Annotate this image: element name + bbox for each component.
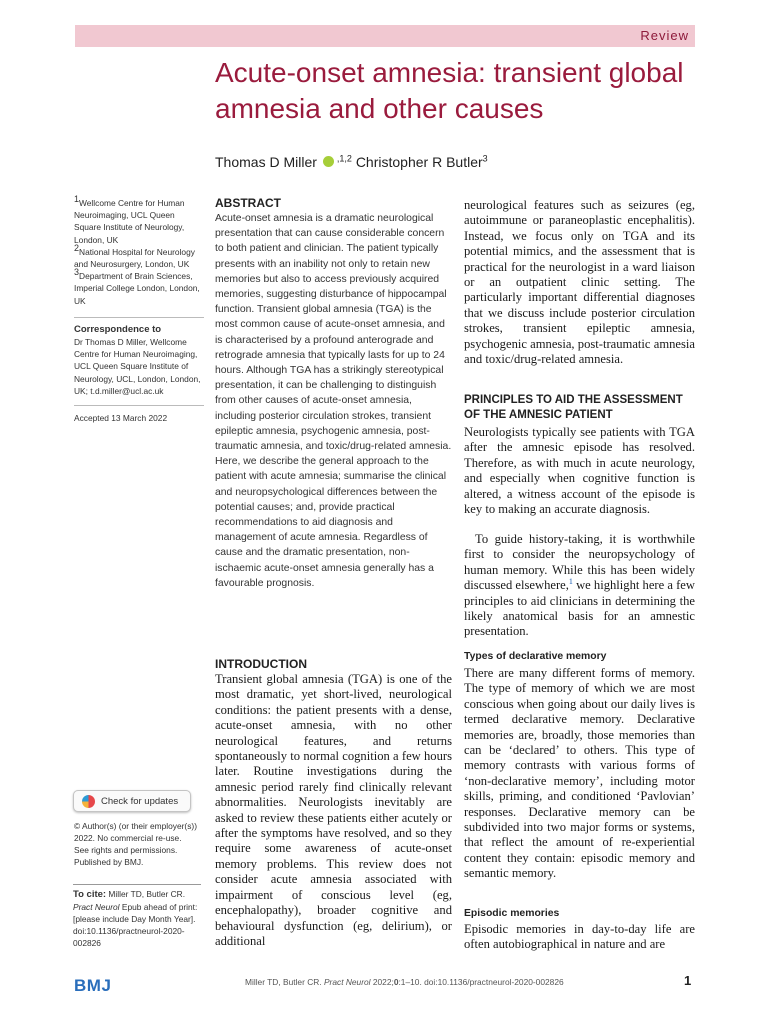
footer-citation: Miller TD, Butler CR. Pract Neurol 2022;0:1–10. doi:10.1136/practneurol-2020-002826 <box>245 977 564 987</box>
cite-label: To cite: <box>73 889 107 900</box>
author-list <box>215 154 488 170</box>
affiliation: $^3$Department of Brain Sciences, Imperial College London, London, UK <box>74 267 200 306</box>
subsection-heading: Types of declarative memory <box>464 651 607 662</box>
introduction-continuation: neurological features such as seizures (eg, autoimmune or paraneoplastic encephalitis). Instead, we focus only on TGA and its potential mimics, and the assessment that is practical for the neurologist in a ward liaison or an outpatient clinic setting. The particularly important differential diagnoses that we discuss include posterior circulation strokes, transient epileptic amnesia, psychogenic amnesia, post-traumatic amnesia and toxic/drug-related amnesia. <box>464 198 695 367</box>
abstract-body: Acute-onset amnesia is a dramatic neurological presentation that can cause considerable concern to both patient and clinician. The patient typically presents with an inability not only to retain new memories but also to access previously acquired memories, suggesting disturbance of hippocampal function. Transient global amnesia (TGA) is the most common cause of acute-onset amnesia, and is characterised by a profound anterograde and retrograde amnesia that typically lasts for up to 24 hours. Although TGA has a strikingly stereotypical presentation, it can be challenging to distinguish from other causes of acute-onset amnesia, including posterior circulation strokes, transient epileptic amnesia, psychogenic amnesia, post-traumatic amnesia, and toxic/drug-related amnesia. Here, we describe the general approach to the patient with acute amnesia; summarise the clinical and neuropsychological differences between the potential causes; and, provide practical recommendations to aid diagnosis and management of acute amnesia. Regardless of cause and the dramatic presentation, non-ischaemic acute-onset amnesia generally has a favourable prognosis. <box>215 213 452 589</box>
author-affiliation: 3 <box>482 153 488 164</box>
check-updates-label: Check for updates <box>101 795 179 807</box>
author-name[interactable]: Thomas D Miller <box>215 154 317 170</box>
subsubsection-heading: Episodic memories <box>464 908 560 919</box>
introduction-heading: INTRODUCTION <box>215 657 307 671</box>
affiliation: $^2$National Hospital for Neurology and Neurosurgery, London, UK <box>74 243 195 270</box>
abstract-heading: ABSTRACT <box>215 196 281 210</box>
copyright-notice: © Author(s) (or their employer(s)) 2022. No commercial re-use. See rights and permissions. Published by BMJ. <box>74 821 197 867</box>
author-affiliation: ,1,2 <box>336 153 352 164</box>
principles-paragraph: Neurologists typically see patients with TGA after the amnesic episode has resolved. Therefore, as with much in acute neurology, and especially when cognitive function is altered, a witness account of the episode is key to making an accurate diagnosis. <box>464 425 695 517</box>
principles-paragraph: To guide history-taking, it is worthwhile first to consider the neuropsychology of human memory. While this has been widely discussed elsewhere,$^1$ we highlight here a few principles to aid clinicians in determining the likely anatomical basis for an amnestic presentation. <box>464 532 695 639</box>
page-number: 1 <box>684 973 692 988</box>
crossmark-icon <box>82 795 95 808</box>
article-title: Acute-onset amnesia: transient global amnesia and other causes <box>215 57 684 124</box>
bmj-logo[interactable]: BMJ <box>74 976 112 995</box>
correspondence-heading: Correspondence to <box>74 317 204 336</box>
orcid-icon[interactable] <box>323 156 334 167</box>
cite-box: To cite: Miller TD, Butler CR. Pract Neurol Epub ahead of print: [please include Day Month Year]. doi:10.1136/practneurol-2020-002826 <box>73 884 201 949</box>
episodic-paragraph: Episodic memories in day-to-day life are often autobiographical in nature and are <box>464 922 695 952</box>
introduction-body: Transient global amnesia (TGA) is one of the most dramatic, yet short-lived, neurological conditions: the patient presents with a dense, acute-onset amnesia, with no other neurological features, and returns spontaneously to normal cognition a few hours later. Routine investigations during the amnesic period rarely find clinically relevant abnormalities. Neurologists inevitably are asked to review these patients either acutely or after the symptoms have resolved, and so they require some awareness of acute-onset memory problems. This review does not consider acute amnesia associated with impairment of conscious level (eg, encephalopathy), broader cognitive and behavioural dysfunction (eg, delirium), or additional <box>215 672 452 948</box>
author-name[interactable]: Christopher R Butler <box>355 154 483 170</box>
section-label: Review <box>640 28 689 43</box>
principles-heading: PRINCIPLES TO AID THE ASSESSMENT OF THE AMNESIC PATIENT <box>464 394 683 421</box>
check-for-updates-button[interactable] <box>73 790 191 812</box>
reference-link[interactable]: 1 <box>568 577 573 587</box>
accepted-date: Accepted 13 March 2022 <box>74 405 204 424</box>
affiliation: $^1$Wellcome Centre for Human Neuroimaging, UCL Queen Square Institute of Neurology, London, UK <box>74 194 185 245</box>
section-banner <box>75 25 695 47</box>
types-paragraph: There are many different forms of memory. The type of memory of which we are most conscious when going about our daily lives is termed declarative memory. Declarative memories are, broadly, those memories than can be ‘declared’ to others. This type of memory contrasts with various forms of ‘non-declarative memory’, including motor skills, priming, and conditioned ‘Pavlovian’ responses. Declarative memory can be subdivided into two major forms or systems, that reflect the amount of re-experiential content they contain: episodic memory and semantic memory. <box>464 666 695 881</box>
sidebar-notes <box>74 194 204 424</box>
correspondence-text: Dr Thomas D Miller, Wellcome Centre for Human Neuroimaging, UCL Queen Square Institute of Neurology, UCL, London, London, UK; t.d.miller@ucl.ac.uk <box>74 337 201 396</box>
